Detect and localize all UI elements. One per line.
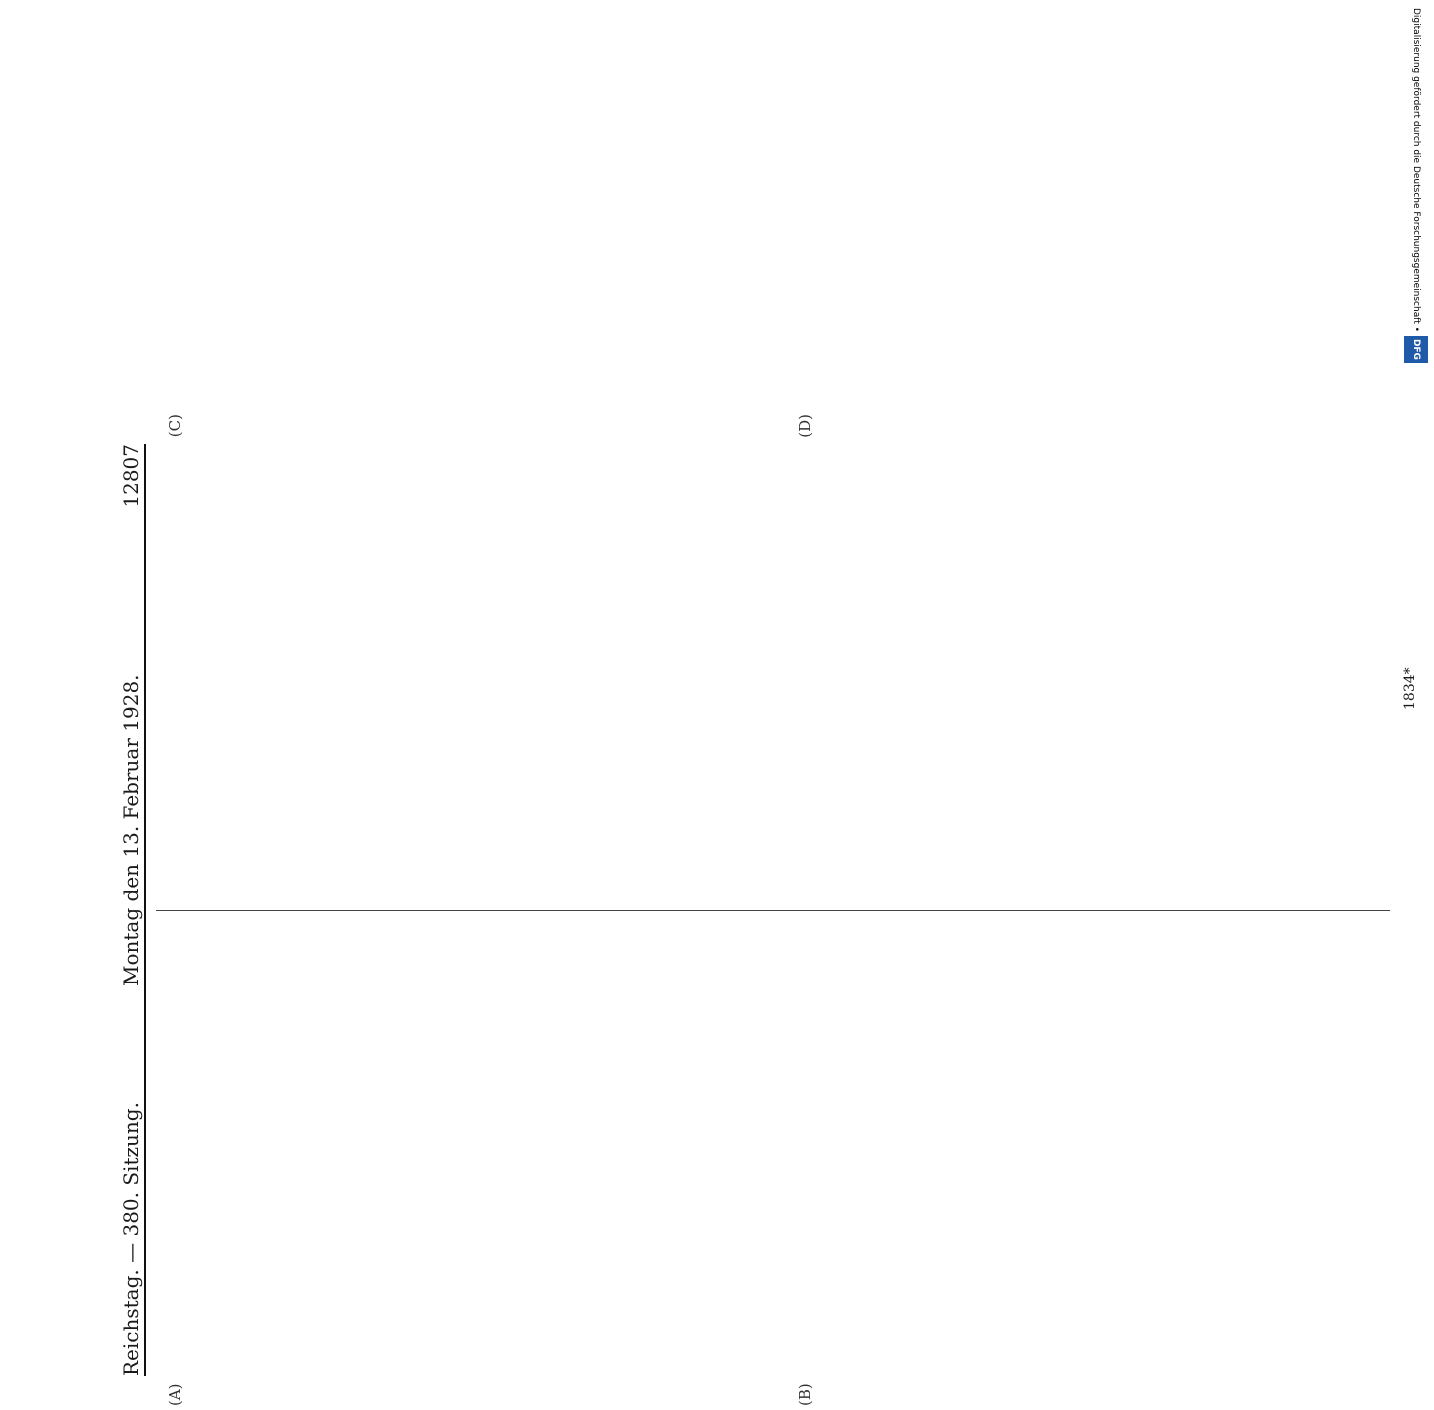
dfg-note-label: Digitalisierung gefördert durch die Deutsche Forschungsgemeinschaft • bbox=[1411, 8, 1421, 332]
page-inner bbox=[100, 410, 1430, 1410]
header-date: Montag den 13. Februar 1928. bbox=[119, 674, 143, 986]
dfg-logo: DFG bbox=[1404, 336, 1428, 363]
margin-letter-a: (A) bbox=[166, 1383, 184, 1406]
header-left: Reichstag. — 380. Sitzung. bbox=[119, 1102, 143, 1376]
dfg-side-note bbox=[1404, 8, 1428, 568]
margin-letter-b: (B) bbox=[796, 1383, 814, 1406]
running-head bbox=[118, 444, 146, 1376]
text-columns bbox=[156, 414, 1390, 1406]
column-rule bbox=[156, 910, 1390, 911]
margin-letter-d: (D) bbox=[796, 414, 814, 438]
dfg-note-text bbox=[1404, 8, 1428, 568]
page-number: 12807 bbox=[119, 444, 143, 508]
right-column bbox=[156, 414, 1390, 889]
left-column bbox=[156, 931, 1390, 1406]
signature-mark: 1834* bbox=[1402, 667, 1418, 710]
margin-letter-c: (C) bbox=[166, 414, 184, 438]
rotated-page bbox=[100, 410, 1430, 1410]
